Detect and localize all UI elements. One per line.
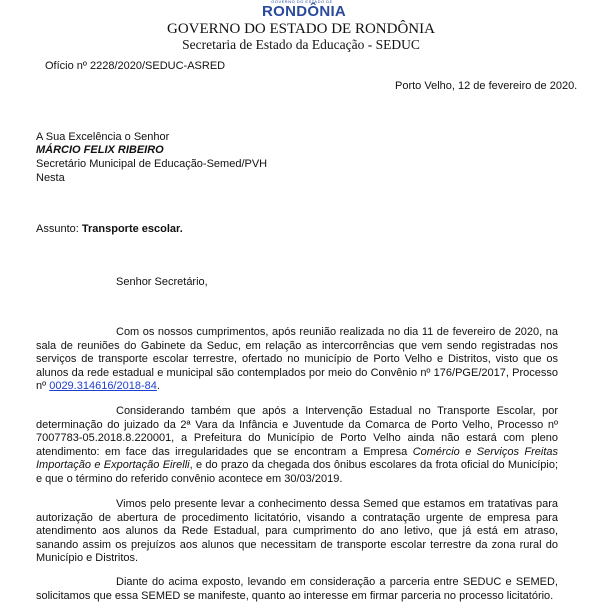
paragraph-2-end: , e do prazo da chegada dos ônibus escolares da frota oficial do Município; e que o término do referido convênio acontece em 30/03/2019.: [36, 459, 559, 485]
subject-text: Transporte escolar.: [81, 223, 183, 235]
oficio-number: Ofício nº 2228/2020/SEDUC-ASRED: [45, 60, 226, 72]
subject-line: [36, 223, 183, 236]
secretariat-title: Secretaria de Estado da Educação - SEDUC: [182, 37, 420, 52]
government-title: GOVERNO DO ESTADO DE RONDÔNIA: [167, 21, 435, 37]
recipient-salutation: A Sua Excelência o Senhor: [36, 131, 170, 143]
recipient-location: Nesta: [36, 172, 65, 184]
rondonia-logo: RONDÔNIA: [262, 3, 347, 20]
recipient-role: Secretário Municipal de Educação-Semed/PVH: [36, 158, 268, 170]
subject-label: Assunto:: [36, 223, 79, 235]
logo-caption: GOVERNO DO ESTADO DE: [271, 0, 333, 4]
greeting: Senhor Secretário,: [116, 276, 208, 288]
paragraph-3: Vimos pelo presente levar a conhecimento dessa Semed que estamos em tratativas para autorização de abertura de procedimento licitatório, visando a contratação urgente de empresa para atendimento aos alunos da Rede Estadual, para cumprimento do ano letivo, que já está em atraso, sanando assim os prejuízos aos alunos que necessitam de transporte escolar terrestre da zona rural do Município e Distritos.: [36, 498, 558, 565]
paragraph-2-text: Considerando também que após a Intervenção Estadual no Transporte Escolar, por determinação do juizado da 2ª Vara da Infância e Juventude da Comarca de Porto Velho, Processo nº 7007783-05.2018.8.220001, a Prefeitura do Município de Porto Velho ainda não estará com pleno atendimento: em face das irregularidades que se encontram a Empresa: [36, 405, 558, 458]
place-date: Porto Velho, 12 de fevereiro de 2020.: [395, 80, 578, 92]
paragraph-1-text: Com os nossos cumprimentos, após reunião realizada no dia 11 de fevereiro de 2020, na sala de reuniões do Gabinete da Seduc, em relação as intercorrências que vem sendo registradas nos serviços de transporte escolar terrestre, ofertado no município de Porto Velho e Distritos, visto que os alunos da rede estadual e municipal são contemplados por meio do Convênio nº 176/PGE/2017, Processo nº: [36, 326, 558, 393]
recipient-name: MÁRCIO FELIX RIBEIRO: [36, 144, 164, 156]
paragraph-2: [36, 405, 558, 487]
process-number-link[interactable]: 0029.314616/2018-84: [49, 380, 157, 393]
company-name: Comércio e Serviços Freitas Importação e Exportação Eirelli: [36, 445, 558, 472]
paragraph-1-end: .: [156, 380, 160, 393]
paragraph-4: Diante do acima exposto, levando em consideração a parceria entre SEDUC e SEMED, solicitamos que essa SEMED se manifeste, quanto ao interesse em firmar parceria no processo licitatório.: [36, 576, 558, 602]
paragraph-1: [36, 326, 558, 394]
